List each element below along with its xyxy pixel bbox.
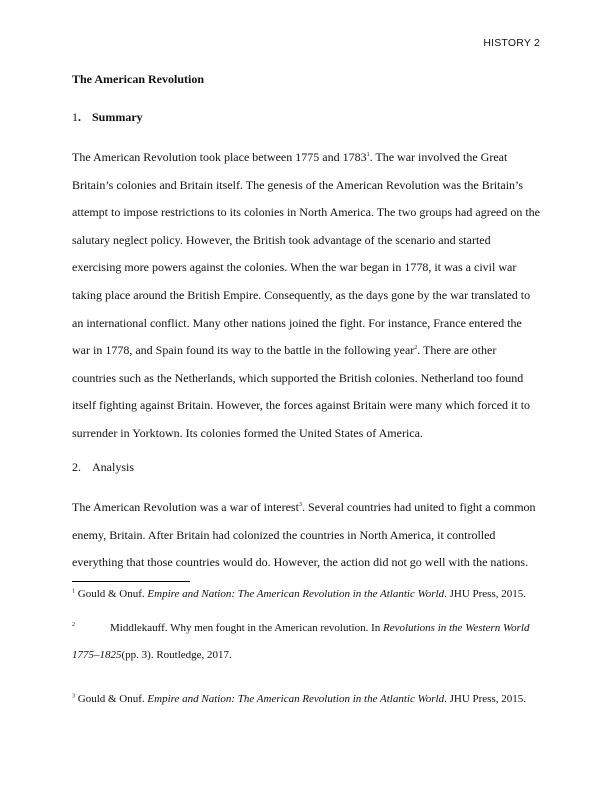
footnote-authors: Gould & Onuf. <box>75 693 148 705</box>
section-number: 2. <box>72 460 81 474</box>
footnote-mark: 1 <box>72 588 75 595</box>
section-title: Summary <box>92 110 143 124</box>
footnote-3 <box>72 692 540 706</box>
document-title: The American Revolution <box>72 72 204 86</box>
section-title: Analysis <box>92 460 134 474</box>
summary-paragraph <box>72 144 540 448</box>
paragraph-text: The American Revolution was a war of interest <box>72 500 299 514</box>
paragraph-text: . The war involved the Great Britain’s colonies and Britain itself. The genesis of the American Revolution was the Britain’s attempt to impose restrictions to its colonies in North America. The two groups had agreed on the salutary neglect policy. However, the British took advantage of the scenario and started exercising more powers against the colonies. When the war began in 1778, it was a civil war taking place around the British Empire. Consequently, as the days gone by the war translated to an international conflict. Many other nations joined the fight. For instance, France entered the war in 1778, and Spain found its way to the battle in the following year <box>72 150 541 358</box>
footnote-title: Revolutions in the Western World 1775–1825 <box>72 622 530 661</box>
section-heading-summary <box>72 110 143 125</box>
footnote-rest: . JHU Press, 2015. <box>444 588 526 600</box>
footnote-rest: (pp. 3). Routledge, 2017. <box>121 649 232 661</box>
footnote-reference[interactable]: 2 <box>414 345 418 352</box>
paragraph-text: The American Revolution took place between 1775 and 1783 <box>72 150 367 164</box>
footnote-authors: Gould & Onuf. <box>75 588 148 600</box>
footnote-rest: . JHU Press, 2015. <box>444 693 526 705</box>
running-head: HISTORY 2 <box>483 37 540 49</box>
footnote-title: Empire and Nation: The American Revolution in the Atlantic World <box>147 693 445 705</box>
footnote-1 <box>72 587 540 601</box>
footnote-2: 2 Middlekauff. Why men fought in the American revolution. In Revolutions in the Western World 1775–1825(pp. 3). Routledge, 2017. <box>72 622 530 661</box>
analysis-paragraph <box>72 494 540 577</box>
paragraph-text: . Several countries had united to fight a common enemy, Britain. After Britain had colonized the countries in North America, it controlled everything that those countries would do. However, the action did not go well with the nations. <box>72 500 536 570</box>
footnote-reference[interactable]: 1 <box>366 152 370 158</box>
section-number: 1. <box>72 110 81 124</box>
footnote-reference[interactable]: 3 <box>298 502 302 508</box>
footnote-mark: 3 <box>72 693 75 700</box>
footnote-title: Empire and Nation: The American Revolution in the Atlantic World <box>147 588 445 600</box>
section-heading-analysis <box>72 460 134 475</box>
footnote-separator <box>72 581 190 582</box>
footnote-text: Middlekauff. Why men fought in the American revolution. In <box>110 622 384 634</box>
paragraph-text: . There are other countries such as the Netherlands, which supported the British colonies. Netherland too found itself fighting against Britain. However, the forces against Britain were many which forced it to surrender in Yorktown. Its colonies formed the United States of America. <box>72 343 531 440</box>
